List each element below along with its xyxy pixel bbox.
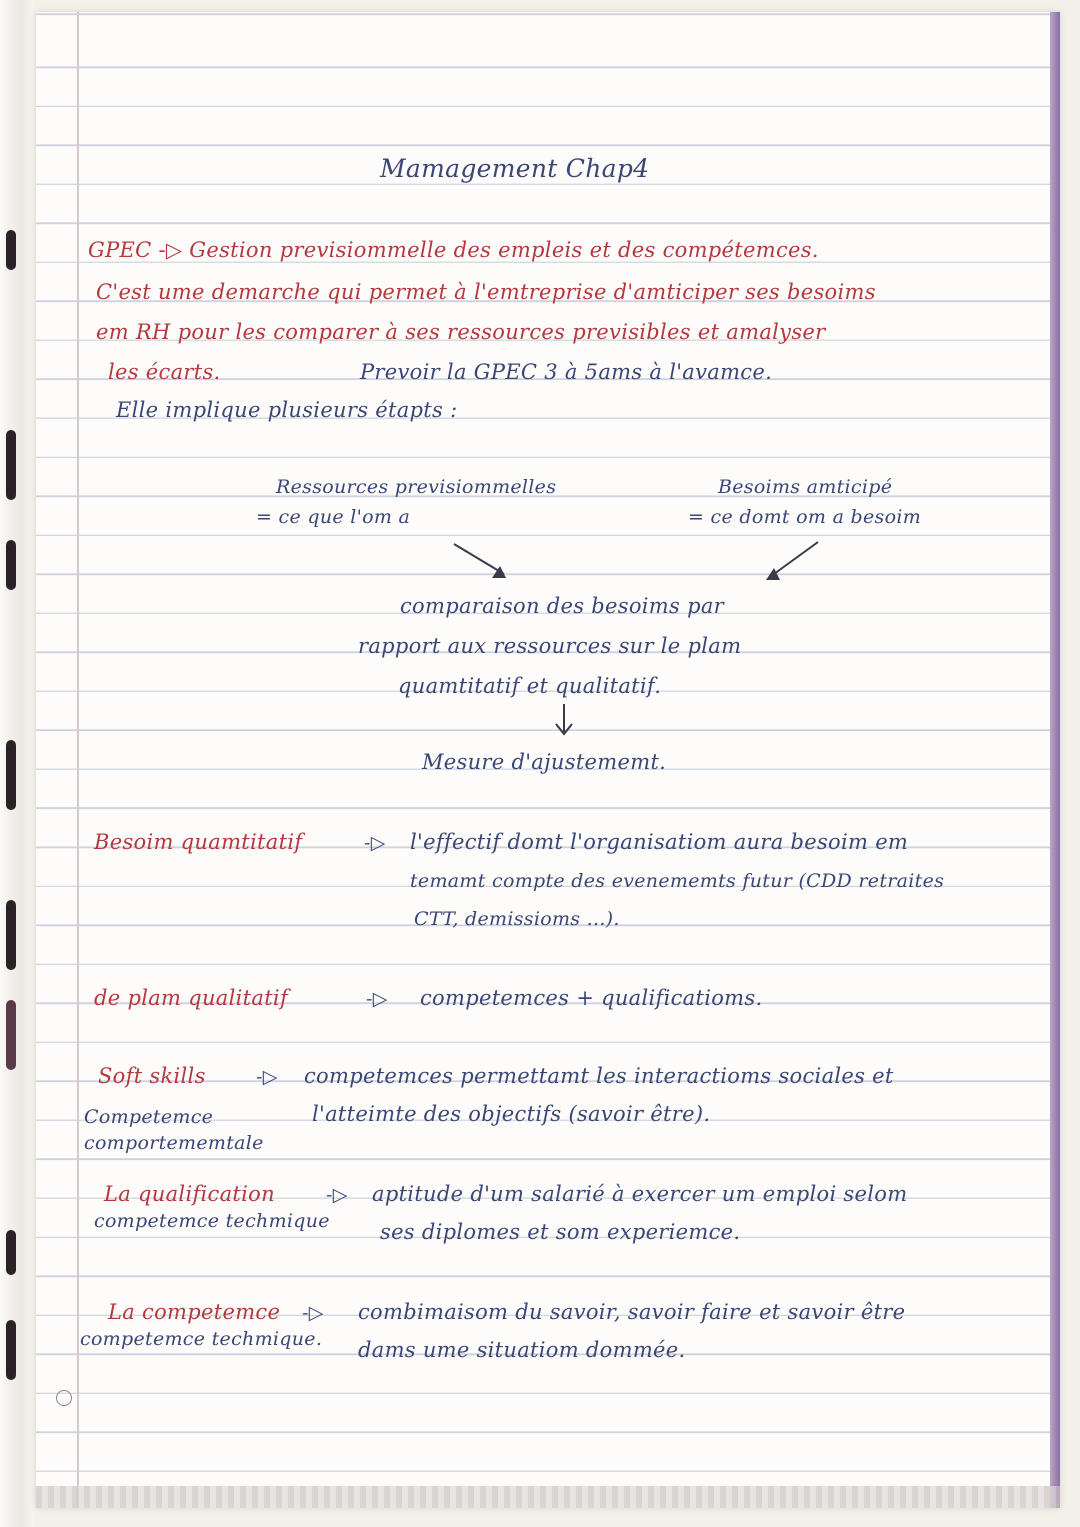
qualification-line-2: ses diplomes et som experiemce. [380,1220,741,1244]
sheet-protector-band [36,1486,1060,1508]
competence-note: competemce techmique. [80,1328,323,1350]
gpec-definition: GPEC -▷ Gestion previsiommelle des empleis et des compétemces. [88,238,819,262]
diagram-right-subtitle: = ce domt om a besoim [688,506,922,528]
soft-skills-line-1: competemces permettamt les interactioms sociales et [304,1064,894,1088]
term-plan-qualitatif: de plam qualitatif [94,986,289,1010]
notebook-page [36,12,1060,1508]
term-competence: La competemce [108,1300,281,1324]
quantitatif-line-3: CTT, demissioms ...). [414,908,620,930]
diagram-comparison-3: quamtitatif et qualitatif. [398,674,662,698]
binder-edge [0,0,34,1527]
quantitatif-line-1: l'effectif domt l'organisatiom aura besoim em [410,830,909,854]
page-title: Mamagement Chap4 [380,154,650,183]
diagram-right-title: Besoims amticipé [718,476,893,498]
forecast-note: Prevoir la GPEC 3 à 5ams à l'avamce. [360,360,773,384]
diagram-result: Mesure d'ajustememt. [422,750,667,774]
margin-circle-mark [56,1390,72,1406]
steps-intro: Elle implique plusieurs étapts : [116,398,458,422]
qualitatif-text: competemces + qualificatioms. [420,986,763,1010]
intro-line-3: em RH pour les comparer à ses ressources previsibles et amalyser [96,320,826,344]
soft-skills-note-2: comportememtale [84,1132,264,1154]
soft-skills-line-2: l'atteimte des objectifs (savoir être). [312,1102,711,1126]
arrow-quantitatif: -▷ [364,832,386,854]
term-qualification: La qualification [104,1182,275,1206]
intro-line-2: C'est ume demarche qui permet à l'emtreprise d'amticiper ses besoims [96,280,876,304]
qualification-note: competemce techmique [94,1210,330,1232]
binder-ring [6,230,16,270]
competence-line-1: combimaisom du savoir, savoir faire et savoir être [358,1300,906,1324]
arrow-qualitatif: -▷ [366,988,388,1010]
diagram-comparison-1: comparaison des besoims par [400,594,724,618]
soft-skills-note-1: Competemce [84,1106,214,1128]
binder-ring [6,740,16,810]
binder-ring [6,430,16,500]
quantitatif-line-2: temamt compte des evenememts futur (CDD retraites [410,870,945,892]
arrow-competence: -▷ [302,1302,324,1324]
arrow-qualification: -▷ [326,1184,348,1206]
binder-ring [6,1000,16,1070]
diagram-left-subtitle: = ce que l'om a [256,506,411,528]
binder-ring [6,1320,16,1380]
binder-ring [6,540,16,590]
binder-ring [6,1230,16,1275]
left-arrow-line [454,544,504,574]
arrow-soft-skills: -▷ [256,1066,278,1088]
term-besoin-quantitatif: Besoim quamtitatif [94,830,303,854]
diagram-comparison-2: rapport aux ressources sur le plam [358,634,742,658]
term-soft-skills: Soft skills [98,1064,206,1088]
competence-line-2: dams ume situatiom dommée. [358,1338,686,1362]
right-arrow-line [774,542,818,574]
binder-ring [6,900,16,970]
right-arrowhead [766,568,780,580]
intro-line-4: les écarts. [108,360,221,384]
qualification-line-1: aptitude d'um salarié à exercer um emploi selom [372,1182,908,1206]
diagram-left-title: Ressources previsiommelles [276,476,557,498]
